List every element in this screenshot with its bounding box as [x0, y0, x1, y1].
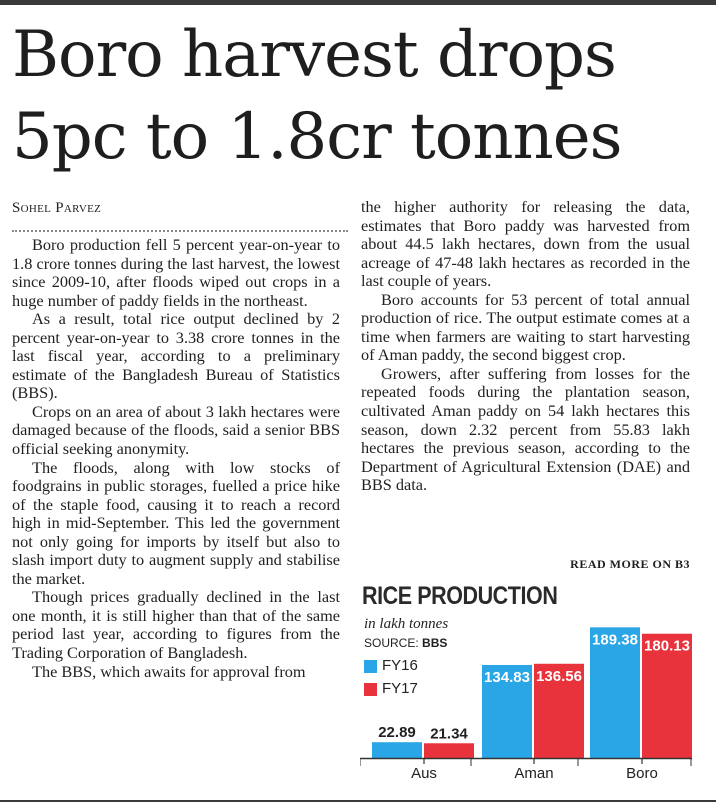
- x-tick-label-boro: Boro: [626, 765, 658, 782]
- headline-line-1: Boro harvest drops: [12, 18, 616, 92]
- bar-fy16-aus: [372, 742, 422, 758]
- bar-fy17-aus: [424, 743, 474, 758]
- chart-unit: in lakh tonnes: [364, 616, 449, 632]
- data-label-fy16-boro: 189.38: [592, 631, 638, 649]
- byline: Sohel Parvez: [12, 200, 102, 216]
- paragraph: Boro accounts for 53 percent of total annual production of rice. The output estimate comes at a time when farmers are waiting to start harvesting of Aman paddy, the second biggest crop.: [361, 289, 690, 365]
- article-column-1: [12, 236, 340, 681]
- data-label-fy16-aus: 22.89: [378, 724, 416, 742]
- paragraph: Though prices gradually declined in the last one month, it is still higher than that of the same period last year, according to figures from the Trading Corporation of Bangladesh.: [12, 587, 340, 663]
- chart-source-name: BBS: [422, 636, 448, 650]
- bottom-rule: [0, 800, 716, 802]
- byline-divider: [12, 230, 348, 232]
- read-more-link[interactable]: READ MORE ON B3: [570, 557, 690, 571]
- chart-title: RICE PRODUCTION: [362, 582, 558, 610]
- legend-item-fy16: [364, 656, 474, 678]
- legend-swatch-fy16: [364, 660, 377, 673]
- top-rule: [0, 0, 716, 5]
- paragraph: Boro production fell 5 percent year-on-year to 1.8 crore tonnes during the last harvest, the lowest since 2009-10, after floods wiped out crops in a huge number of paddy fields in the northeast.: [12, 235, 340, 310]
- legend-swatch-fy17: [364, 683, 377, 696]
- article-column-2: [361, 198, 690, 495]
- data-label-fy17-aman: 136.56: [536, 667, 582, 685]
- x-tick-label-aman: Aman: [514, 765, 554, 782]
- headline-line-2: 5pc to 1.8cr tonnes: [12, 100, 622, 174]
- legend-item-fy17: [364, 679, 474, 701]
- paragraph: The BBS, which awaits for approval from: [32, 661, 306, 681]
- chart-source-label: SOURCE:: [364, 636, 419, 650]
- legend-label-fy16: FY16: [382, 657, 418, 674]
- chart-source: [364, 636, 447, 650]
- paragraph: Crops on an area of about 3 lakh hectares were damaged because of the floods, said a senior BBS official seeking anonymity.: [12, 401, 340, 459]
- paragraph: the higher authority for releasing the data, estimates that Boro paddy was harvested from about 44.5 lakh hectares, down from the usual acreage of 47-48 lakh hectares as recorded in the last couple of years.: [361, 197, 690, 291]
- headline: [12, 14, 712, 178]
- paragraph: The floods, along with low stocks of foodgrains in public storages, fuelled a price hike of the staple food, causing it to reach a record high in mid-September. This led the government not only going for imports by itself but also to slash import duty to augment supply and stabilise the market.: [12, 457, 340, 588]
- data-label-fy17-aus: 21.34: [430, 725, 468, 743]
- rice-production-chart: [360, 580, 692, 785]
- data-label-fy16-aman: 134.83: [484, 668, 530, 686]
- x-tick-label-aus: Aus: [411, 765, 437, 782]
- legend-label-fy17: FY17: [382, 680, 418, 697]
- paragraph: Growers, after suffering from losses for the repeated foods during the plantation season, cultivated Aman paddy on 54 lakh hectares this season, down 2.32 percent from 55.83 lakh hectares the previous season, according to the Department of Agricultural Extension (DAE) and BBS data.: [361, 363, 690, 495]
- paragraph: As a result, total rice output declined by 2 percent year-on-year to 3.38 crore tonnes in the last fiscal year, according to a preliminary estimate of the Bangladesh Bureau of Statistics (BBS).: [12, 309, 340, 403]
- data-label-fy17-boro: 180.13: [644, 637, 690, 655]
